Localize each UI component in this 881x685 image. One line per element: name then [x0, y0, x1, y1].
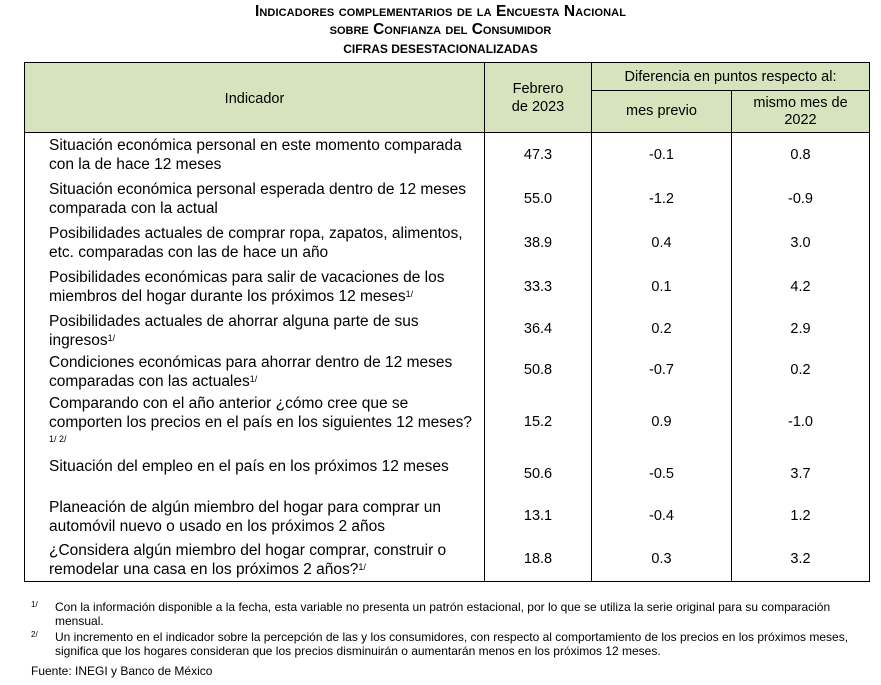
footnotes	[31, 600, 861, 660]
indicator-cell	[25, 538, 485, 582]
same-month-cell-text: -1.0	[788, 414, 813, 430]
value-cell-text: 33.3	[523, 278, 553, 295]
prev-month-cell	[592, 495, 732, 538]
footnote-reference: 1/	[107, 332, 116, 343]
table-row	[25, 133, 870, 177]
header-prev-month: mes previo	[592, 91, 732, 133]
header-same-month	[732, 91, 870, 133]
table-title-line2: sobre Confianza del Consumidor	[329, 21, 552, 38]
footnote-reference: 1/	[358, 561, 366, 572]
indicator-cell-text: Posibilidades actuales de ahorrar alguna parte de sus ingresos	[49, 312, 419, 349]
value-cell-text: 47.3	[523, 146, 553, 163]
table-row	[25, 309, 870, 350]
same-month-cell	[732, 454, 870, 495]
indicator-cell	[25, 265, 485, 309]
same-month-cell	[732, 133, 870, 177]
indicator-cell-text: Situación económica personal en este momento comparada con la de hace 12 meses	[49, 137, 462, 173]
table-row	[25, 265, 870, 309]
footnote-2	[31, 630, 861, 658]
same-month-cell	[732, 391, 870, 454]
table-row	[25, 391, 870, 454]
same-month-cell	[732, 495, 870, 538]
table-subtitle: CIFRAS DESESTACIONALIZADAS	[343, 42, 538, 56]
indicator-cell	[25, 495, 485, 538]
footnote-1-mark: 1/	[31, 600, 38, 609]
same-month-cell-text: 3.7	[790, 466, 811, 482]
value-cell-text: 18.8	[523, 551, 553, 568]
same-month-cell-text: 1.2	[790, 508, 811, 524]
table-body	[25, 133, 870, 582]
same-month-cell-text: -0.9	[788, 190, 813, 207]
indicator-cell-text: Posibilidades actuales de comprar ropa, zapatos, alimentos, etc. comparadas con las de hace un año	[49, 224, 463, 261]
table-row	[25, 221, 870, 265]
same-month-cell	[732, 538, 870, 582]
prev-month-cell-text: 0.3	[651, 551, 672, 568]
prev-month-cell	[592, 350, 732, 391]
value-cell-text: 15.2	[523, 414, 553, 430]
same-month-cell	[732, 309, 870, 350]
indicator-cell-text: Situación del empleo en el país en los próximos 12 meses	[49, 457, 449, 475]
value-cell	[485, 177, 592, 221]
table-row	[25, 454, 870, 495]
footnote-reference: 1/	[405, 288, 414, 299]
prev-month-cell	[592, 133, 732, 177]
same-month-cell-text: 3.2	[790, 551, 811, 568]
same-month-cell-text: 4.2	[790, 278, 811, 295]
table-row	[25, 350, 870, 391]
indicator-cell-text: Planeación de algún miembro del hogar para comprar un automóvil nuevo o usado en los próximos 2 años	[49, 498, 442, 535]
value-cell-text: 50.6	[523, 466, 553, 482]
footnote-1-text: Con la información disponible a la fecha, esta variable no presenta un patrón estacional, por lo que se utiliza la serie original para su comparación mensual.	[55, 600, 831, 628]
value-cell	[485, 495, 592, 538]
prev-month-cell-text: 0.1	[651, 278, 672, 295]
prev-month-cell-text: 0.2	[651, 321, 672, 337]
prev-month-cell-text: -0.5	[649, 466, 674, 482]
indicator-cell-text: ¿Considera algún miembro del hogar comprar, construir o remodelar una casa en los próximos 2 años?	[49, 541, 447, 578]
same-month-cell-text: 3.0	[790, 234, 811, 251]
same-month-cell	[732, 350, 870, 391]
same-month-cell	[732, 177, 870, 221]
indicator-cell-text: Situación económica personal esperada dentro de 12 meses comparada con la actual	[49, 180, 467, 217]
table-row	[25, 177, 870, 221]
value-cell	[485, 391, 592, 454]
prev-month-cell-text: -0.7	[649, 362, 674, 378]
value-cell	[485, 350, 592, 391]
value-cell-text: 55.0	[523, 190, 553, 207]
footnote-1	[31, 600, 861, 628]
footnote-reference: 1/	[249, 373, 258, 384]
header-difference: Diferencia en puntos respecto al:	[592, 63, 870, 91]
header-same-month-line1: mismo mes de	[753, 94, 848, 111]
value-cell	[485, 133, 592, 177]
prev-month-cell	[592, 177, 732, 221]
value-cell-text: 36.4	[523, 321, 553, 337]
prev-month-cell-text: -1.2	[649, 190, 674, 207]
table-row	[25, 538, 870, 582]
table-row	[25, 495, 870, 538]
value-cell	[485, 221, 592, 265]
header-indicator: Indicador	[25, 63, 485, 133]
same-month-cell	[732, 221, 870, 265]
footnote-reference: 1/ 2/	[49, 433, 67, 444]
prev-month-cell-text: 0.4	[651, 234, 672, 251]
prev-month-cell	[592, 454, 732, 495]
prev-month-cell	[592, 265, 732, 309]
footnote-2-mark: 2/	[31, 630, 38, 639]
indicator-cell	[25, 350, 485, 391]
value-cell	[485, 309, 592, 350]
header-same-month-line2: 2022	[784, 111, 817, 128]
prev-month-cell-text: -0.1	[649, 146, 674, 163]
indicator-cell	[25, 454, 485, 495]
indicators-table	[24, 62, 870, 582]
indicator-cell	[25, 309, 485, 350]
prev-month-cell	[592, 538, 732, 582]
header-period-line2: de 2023	[511, 98, 565, 115]
same-month-cell	[732, 265, 870, 309]
value-cell	[485, 538, 592, 582]
indicator-cell	[25, 391, 485, 454]
indicator-cell-text: Condiciones económicas para ahorrar dentro de 12 meses comparadas con las actuales	[49, 353, 453, 390]
prev-month-cell	[592, 391, 732, 454]
indicator-cell	[25, 221, 485, 265]
prev-month-cell-text: 0.9	[651, 414, 672, 430]
same-month-cell-text: 2.9	[790, 321, 811, 337]
prev-month-cell-text: -0.4	[649, 508, 674, 524]
value-cell-text: 13.1	[523, 508, 553, 524]
indicator-cell	[25, 133, 485, 177]
prev-month-cell	[592, 221, 732, 265]
same-month-cell-text: 0.2	[790, 362, 811, 378]
header-period	[485, 63, 592, 133]
same-month-cell-text: 0.8	[790, 146, 811, 163]
indicator-cell	[25, 177, 485, 221]
source-note: Fuente: INEGI y Banco de México	[31, 664, 213, 678]
value-cell	[485, 265, 592, 309]
table-title-line1: Indicadores complementarios de la Encuesta Nacional	[254, 3, 627, 20]
indicator-cell-text: Posibilidades económicas para salir de vacaciones de los miembros del hogar durante los próximos 12 meses	[49, 268, 445, 305]
footnote-2-text: Un incremento en el indicador sobre la percepción de las y los consumidores, con respecto al comportamiento de los precios en los próximos meses, significa que los hogares consideran que los precios disminuirán o aumentarán menos en los próximos 12 meses.	[55, 630, 849, 658]
value-cell-text: 38.9	[523, 234, 553, 251]
value-cell-text: 50.8	[523, 362, 553, 378]
header-period-line1: Febrero	[512, 80, 564, 97]
prev-month-cell	[592, 309, 732, 350]
value-cell	[485, 454, 592, 495]
indicator-cell-text: Comparando con el año anterior ¿cómo cree que se comporten los precios en el país en los siguientes 12 meses?	[49, 394, 473, 431]
